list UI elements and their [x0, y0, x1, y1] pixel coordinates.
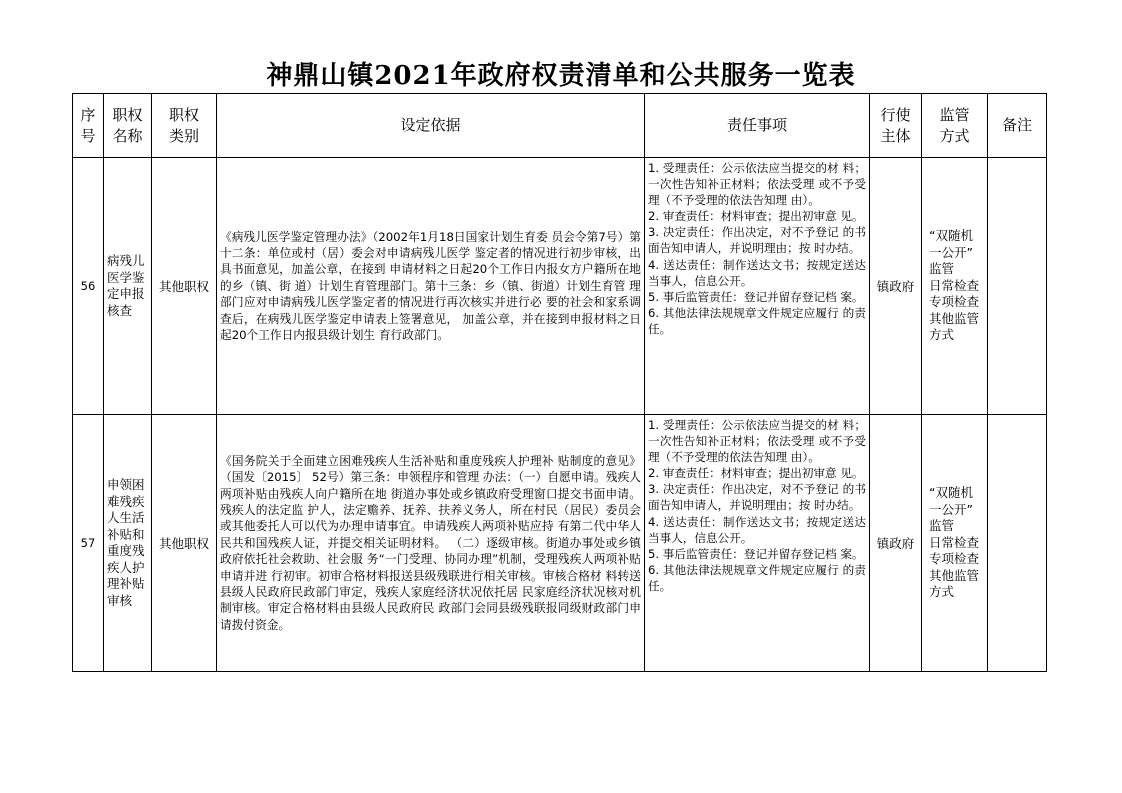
responsibility-item: 4. 送达责任：制作送达文书；按规定送达当事人，信息公开。: [648, 514, 866, 545]
responsibility-item: 6. 其他法律法规规章文件规定应履行 的责任。: [648, 562, 866, 593]
header-supervision: 监管 方式: [922, 94, 988, 158]
responsibility-item: 2. 审查责任：材料审查；提出初审意 见。: [648, 209, 864, 224]
responsibility-item: 3. 决定责任：作出决定，对不予登记 的书面告知申请人，并说明理由；按 时办结。: [648, 225, 866, 256]
table-row: [73, 158, 1047, 415]
responsibility-item: 3. 决定责任：作出决定，对不予登记 的书面告知申请人，并说明理由；按 时办结。: [648, 482, 866, 513]
header-basis: 设定依据: [217, 94, 645, 158]
responsibility-item: 6. 其他法律法规规章文件规定应履行 的责任。: [648, 305, 866, 336]
row-basis: 《病残儿医学鉴定管理办法》（2002年1月18日国家计划生育委 员会令第7号）第十二条：单位或村（居）委会对申请病残儿医学 鉴定者的情况进行初步审核，出具书面意见，加盖公章，在接到 申请材料之日起20个工作日内报女方户籍所在地的乡（镇、街 道）计划生育管理部门。第十三条：乡（镇、街道）计划生育管 理部门应对申请病残儿医学鉴定者的情况进行再次核实并进行必 要的社会和家系调查后，在病残儿医学鉴定申请表上签署意见， 加盖公章，并在接到申报材料之日起20个工作日内报县级计划生 育行政部门。: [217, 158, 645, 415]
header-responsibility: 责任事项: [645, 94, 870, 158]
header-category: 职权 类别: [152, 94, 217, 158]
row-responsibilities: [645, 158, 870, 415]
page-title: 神鼎山镇2021年政府权责清单和公共服务一览表: [266, 61, 856, 91]
row-name: 病残儿医学鉴定申报核查: [104, 158, 152, 415]
responsibility-item: 4. 送达责任：制作送达文书；按规定送达当事人，信息公开。: [648, 257, 866, 288]
row-name: 申领困难残疾人生活补贴和重度残疾人护理补贴审核: [104, 415, 152, 672]
responsibility-item: 1. 受理责任：公示依法应当提交的材 料；一次性告知补正材料；依法受理 或不予受理（不予受理的依法告知理 由）。: [648, 161, 866, 208]
responsibility-item: 2. 审查责任：材料审查；提出初审意 见。: [648, 466, 864, 481]
header-seq: 序 号: [73, 94, 104, 158]
row-seq: 56: [73, 158, 104, 415]
table-row: [73, 415, 1047, 672]
header-subject: 行使 主体: [870, 94, 922, 158]
row-category: 其他职权: [152, 415, 217, 672]
row-remarks: [988, 158, 1047, 415]
row-supervision: “双随机 一公开” 监管 日常检查 专项检查 其他监管 方式: [922, 158, 988, 415]
row-category: 其他职权: [152, 158, 217, 415]
row-basis: 《国务院关于全面建立困难残疾人生活补贴和重度残疾人护理补 贴制度的意见》（国发〔2015〕 52号）第三条：申领程序和管理 办法：（一）自愿申请。残疾人两项补贴由残疾人向户籍所在地 街道办事处或乡镇政府受理窗口提交书面申请。残疾人的法定监 护人，法定赡养、抚养、扶养义务人，所在村民（居民）委员会 或其他委托人可以代为办理申请事宜。申请残疾人两项补贴应持 有第二代中华人民共和国残疾人证，并提交相关证明材料。 （二）逐级审核。街道办事处或乡镇政府依托社会救助、社会服 务“一门受理、协同办理”机制，受理残疾人两项补贴申请并进 行初审。初审合格材料报送县级残联进行相关审核。审核合格材 料转送县级人民政府民政部门审定，残疾人家庭经济状况依托居 民家庭经济状况核对机制审核。审定合格材料由县级人民政府民 政部门会同县级残联报同级财政部门申请拨付资金。: [217, 415, 645, 672]
header-name: 职权 名称: [104, 94, 152, 158]
row-subject: 镇政府: [870, 158, 922, 415]
row-remarks: [988, 415, 1047, 672]
row-supervision: “双随机 一公开” 监管 日常检查 专项检查 其他监管 方式: [922, 415, 988, 672]
responsibility-item: 5. 事后监管责任：登记并留存登记档 案。: [648, 289, 864, 304]
row-responsibilities: [645, 415, 870, 672]
header-row: [73, 94, 1047, 158]
responsibility-item: 5. 事后监管责任：登记并留存登记档 案。: [648, 546, 864, 561]
powers-table: [72, 93, 1047, 672]
responsibility-item: 1. 受理责任：公示依法应当提交的材 料；一次性告知补正材料；依法受理 或不予受理（不予受理的依法告知理 由）。: [648, 418, 866, 465]
row-subject: 镇政府: [870, 415, 922, 672]
header-remarks: 备注: [988, 94, 1047, 158]
row-seq: 57: [73, 415, 104, 672]
